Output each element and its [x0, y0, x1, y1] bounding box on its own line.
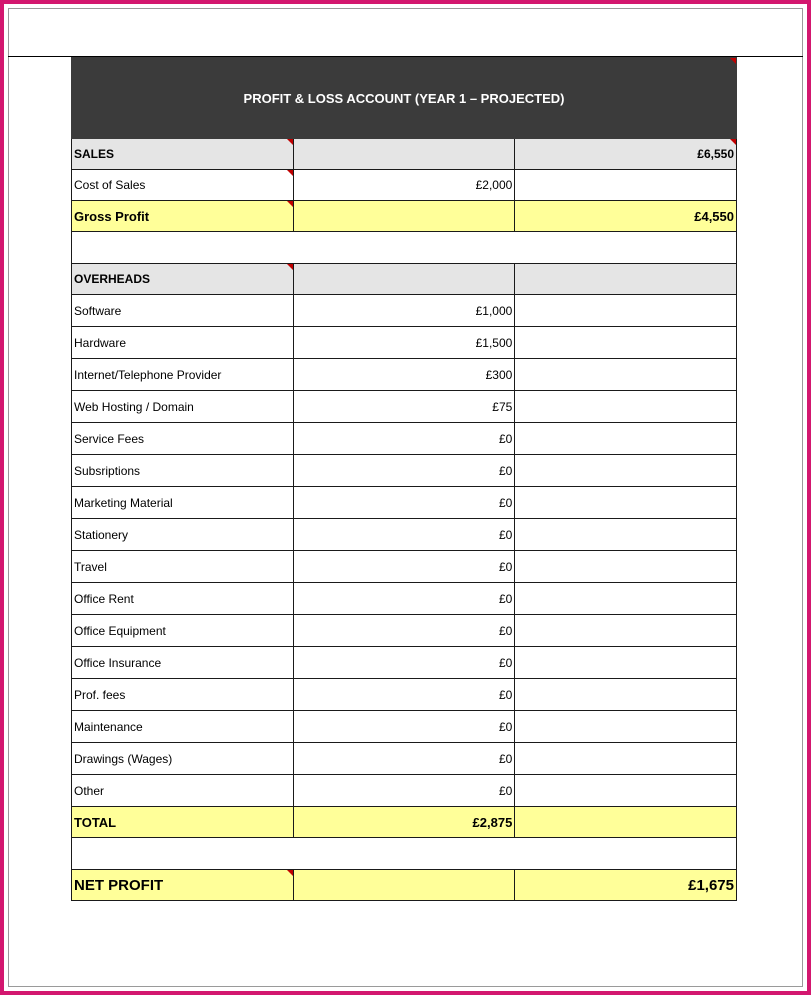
overheads-amount-cell[interactable] — [293, 264, 515, 295]
overhead-label[interactable]: Subsriptions — [72, 455, 294, 487]
table-title: PROFIT & LOSS ACCOUNT (YEAR 1 – PROJECTED) — [72, 58, 737, 139]
total-total-cell[interactable] — [515, 807, 737, 838]
overhead-row — [72, 551, 737, 583]
overhead-row — [72, 327, 737, 359]
cost-of-sales-value[interactable]: £2,000 — [293, 170, 515, 201]
overhead-total-cell[interactable] — [515, 647, 737, 679]
overhead-value[interactable]: £0 — [293, 455, 515, 487]
overhead-total-cell[interactable] — [515, 615, 737, 647]
overhead-value[interactable]: £300 — [293, 359, 515, 391]
spacer-cell[interactable] — [72, 232, 737, 264]
overhead-row — [72, 487, 737, 519]
gross-profit-amount-cell[interactable] — [293, 201, 515, 232]
cost-of-sales-total-cell[interactable] — [515, 170, 737, 201]
overhead-total-cell[interactable] — [515, 327, 737, 359]
overhead-row — [72, 455, 737, 487]
overhead-row — [72, 295, 737, 327]
overhead-total-cell[interactable] — [515, 551, 737, 583]
overhead-row — [72, 615, 737, 647]
sales-row — [72, 139, 737, 170]
overhead-row — [72, 775, 737, 807]
cost-of-sales-row — [72, 170, 737, 201]
overhead-value[interactable]: £0 — [293, 519, 515, 551]
overheads-total-cell[interactable] — [515, 264, 737, 295]
overhead-total-cell[interactable] — [515, 487, 737, 519]
overhead-label[interactable]: Office Insurance — [72, 647, 294, 679]
overhead-row — [72, 583, 737, 615]
overheads-header-row — [72, 264, 737, 295]
overhead-total-cell[interactable] — [515, 583, 737, 615]
sales-amount-cell[interactable] — [293, 139, 515, 170]
overhead-row — [72, 647, 737, 679]
overhead-total-cell[interactable] — [515, 359, 737, 391]
overhead-label[interactable]: Drawings (Wages) — [72, 743, 294, 775]
spacer-cell[interactable] — [72, 838, 737, 870]
overhead-value[interactable]: £1,500 — [293, 327, 515, 359]
gross-profit-total[interactable]: £4,550 — [515, 201, 737, 232]
overhead-label[interactable]: Travel — [72, 551, 294, 583]
overhead-label[interactable]: Internet/Telephone Provider — [72, 359, 294, 391]
spacer-row — [72, 838, 737, 870]
overhead-value[interactable]: £0 — [293, 775, 515, 807]
overhead-label[interactable]: Stationery — [72, 519, 294, 551]
overhead-label[interactable]: Prof. fees — [72, 679, 294, 711]
overhead-value[interactable]: £0 — [293, 551, 515, 583]
overhead-total-cell[interactable] — [515, 455, 737, 487]
overhead-row — [72, 743, 737, 775]
overhead-label[interactable]: Marketing Material — [72, 487, 294, 519]
net-profit-row — [72, 870, 737, 901]
overhead-value[interactable]: £0 — [293, 487, 515, 519]
overhead-total-cell[interactable] — [515, 711, 737, 743]
overhead-row — [72, 423, 737, 455]
overhead-row — [72, 391, 737, 423]
profit-loss-table — [71, 57, 737, 901]
overhead-row — [72, 711, 737, 743]
overhead-row — [72, 679, 737, 711]
overhead-label[interactable]: Office Rent — [72, 583, 294, 615]
overhead-total-cell[interactable] — [515, 519, 737, 551]
overhead-label[interactable]: Maintenance — [72, 711, 294, 743]
overhead-value[interactable]: £0 — [293, 711, 515, 743]
overhead-total-cell[interactable] — [515, 775, 737, 807]
overhead-label[interactable]: Service Fees — [72, 423, 294, 455]
overhead-total-cell[interactable] — [515, 743, 737, 775]
overhead-label[interactable]: Other — [72, 775, 294, 807]
overhead-value[interactable]: £75 — [293, 391, 515, 423]
overhead-label[interactable]: Office Equipment — [72, 615, 294, 647]
overhead-value[interactable]: £0 — [293, 743, 515, 775]
spacer-row — [72, 232, 737, 264]
overhead-value[interactable]: £0 — [293, 647, 515, 679]
overhead-label[interactable]: Web Hosting / Domain — [72, 391, 294, 423]
total-label[interactable]: TOTAL — [72, 807, 294, 838]
net-profit-label[interactable]: NET PROFIT — [72, 870, 294, 901]
overhead-label[interactable]: Software — [72, 295, 294, 327]
overhead-total-cell[interactable] — [515, 679, 737, 711]
gross-profit-label[interactable]: Gross Profit — [72, 201, 294, 232]
gross-profit-row — [72, 201, 737, 232]
overhead-row — [72, 519, 737, 551]
net-profit-total[interactable]: £1,675 — [515, 870, 737, 901]
overhead-total-cell[interactable] — [515, 423, 737, 455]
overhead-value[interactable]: £1,000 — [293, 295, 515, 327]
overhead-value[interactable]: £0 — [293, 615, 515, 647]
total-value[interactable]: £2,875 — [293, 807, 515, 838]
overhead-value[interactable]: £0 — [293, 679, 515, 711]
overhead-label[interactable]: Hardware — [72, 327, 294, 359]
overhead-total-cell[interactable] — [515, 391, 737, 423]
overhead-value[interactable]: £0 — [293, 423, 515, 455]
total-row — [72, 807, 737, 838]
cost-of-sales-label[interactable]: Cost of Sales — [72, 170, 294, 201]
overhead-row — [72, 359, 737, 391]
overheads-label[interactable]: OVERHEADS — [72, 264, 294, 295]
overhead-total-cell[interactable] — [515, 295, 737, 327]
net-profit-amount-cell[interactable] — [293, 870, 515, 901]
overhead-value[interactable]: £0 — [293, 583, 515, 615]
sales-total[interactable]: £6,550 — [515, 139, 737, 170]
title-row — [72, 58, 737, 139]
sales-label[interactable]: SALES — [72, 139, 294, 170]
